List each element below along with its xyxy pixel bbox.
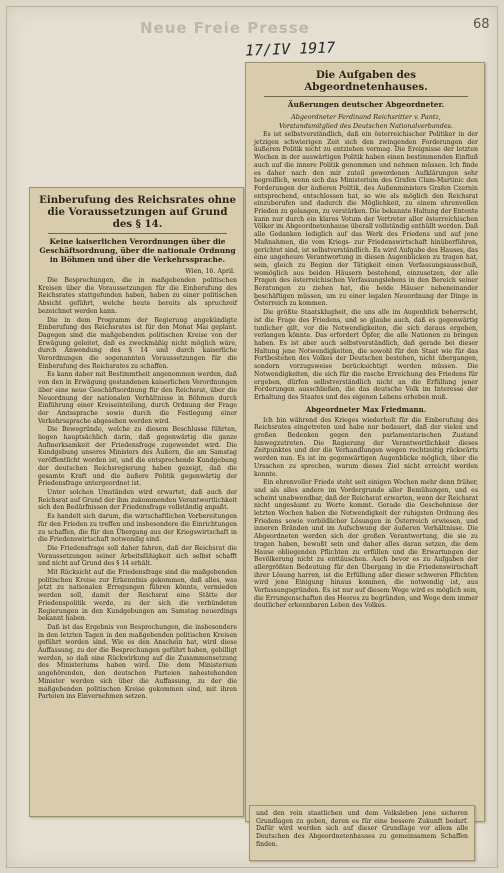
signature-heading: Abgeordneter Max Friedmann. (305, 404, 427, 414)
paragraph: Die Bewegründe, welche zu diesem Beschlusse führten, liegen hauptsächlich darin, daß gegenwärtig die ganze Aufmerksamkeit der Friedensfrage zugewendet wird. Die Kundgebung unseres Ministers des Äußern, die am Samstag veröffentlicht worden ist, und die entsprechende Kundgebung der deutschen Reichsregierung haben gezeigt, daß die gesamte Kraft und die äußere Politik gegenwärtig der Friedensfrage untergeordnet ist. (38, 426, 237, 488)
divider (264, 96, 468, 97)
article-body (254, 131, 478, 610)
paragraph: Ich bin während des Krieges wiederholt für die Einberufung des Reichsrates eingetreten und habe nur bedauert, daß der vielen und großen Bedenken gegen den parlamentarischen Zustand hinwegzutreten. Die Regierung der Verantwortlichkeit dieses Zeitpunktes und der die Verhandlungen wegen rechtzeitig rückwärts werden nun. Es ist im gegenwärtigen Augenblicke möglich, über die Ursachen zu sprechen, warum dieses Ziel nicht erreicht werden konnte. (254, 416, 478, 478)
paragraph: Ein ehrenvoller Friede steht seit einigen Wochen mehr denn früher, und als alles andere im Vordergrunde aller Bemühungen, und es scheint unabwendbar, daß der Reichsrat erwarten, wenn der Reichsrat nicht ungesäumt zu Worte kommt. Gerade die Geschehnisse der letzten Wochen haben die Notwendigkeit der ruhigsten Ordnung des Friedens sowie vorbildlicher Lösungen in Österreich erwiesen, und inneren Bränden und im Aufschwung der äußeren Verhältnisse. Die Abgeordneten werden sich der großen Verantwortung, die sie zu tragen haben, bewußt sein und daher alles daran setzen, die dem Hause obliegenden Pflichten zu erfüllen und die Erwartungen der Bevölkerung nicht zu enttäuschen. Auch bevor es zu Aufgaben der allergrößten Bedeutung für den Übergang in die Friedenswirtschaft ihrer Lösung harren, ist die Erfüllung aller dieser schweren Pflichten wird jene Einigung hinaus kommen, die notwendig ist, aus Verfassungsgründen. Es ist nur auf diesem Wege wird es möglich sein, die Errungenschaften des Heeres zu begründen, und Wege dem immer deutlicher erkennbaren Leben des Volkes. (254, 479, 478, 610)
page-number: 68 (473, 17, 490, 32)
paragraph: Es handelt sich darum, die wirtschaftlichen Vorbereitungen für den Frieden zu treffen und insbesondere die Einrichtungen zu schaffen, die für den Übergang aus der Kriegswirtschaft in die Friedenswirtschaft notwendig sind. (38, 513, 237, 544)
article-headline: Die Aufgaben des Abgeordnetenhauses. (304, 69, 428, 93)
paragraph: Die Friedensfrage soll daher fahren, daß der Reichsrat die Voraussetzungen seiner Arbeitsfähigkeit sich selbst schafft und nicht auf Grund des § 14 erhält. (38, 544, 237, 568)
paragraph: Die Besprechungen, die in maßgebenden politischen Kreisen über die Voraussetzungen für die Einberufung des Reichsrates stattgefunden haben, haben zu einer politischen Absicht geführt, welche heute bereits als spruchreif bezeichnet werden kann. (38, 277, 237, 315)
clipping-continuation (249, 805, 475, 861)
divider (48, 233, 227, 234)
paragraph: Es ist selbstverständlich, daß ein österreichischer Politiker in der jetzigen schwierigen Zeit sich den zwingenden Forderungen der äußeren Politik nicht zu entziehen vermag. Die Ereignisse der letzten Wochen in der auswärtigen Politik haben einen bestimmenden Einfluß auch auf die innere Politik genommen und nehmen müssen. Ich finde es daher nach den mir zuteil gewordenen Aufklärungen sehr begreiflich, wenn sich das Ministerium des Grafen Clam-Martinic den Forderungen der äußeren Politik, des Außenministers Grafen Czernin entsprechend, entschlossen hat, so wie als möglich den Reichsrat einzuberufen und dadurch die Möglichkeit, zu einem ehrenvollen Frieden zu gelangen, zu verstärken. Die bekannte Haltung der Entente kann nur durch ein klares Votum der Vertreter aller österreichischen Völker im Abgeordnetenhause überall vollständig enthüllt werden. Daß alle Gedanken lediglich auf das Werk des Friedens und auf jene Maßnahmen, die vom Kriegs- zur Friedenswirtschaft hinüberführen, gerichtet sind, ist selbstverständlich. Es wird Aufgabe des Hauses, das eine ungeheure Verantwortung in diesen Augenblicken zu tragen hat, sein, gleich zu Beginn der Tätigkeit einen Verfassungsausschuß, womöglich aus beiden Häusern bestehend, einzusetzen, der alle Fragen des österreichischen Verfassungslebens in den Bereich seiner Beratungen zu ziehen hat, die beide Häuser nebeneinander beschäftigen müssen, um zu einer legalen Neuordnung der Dinge in Österreich zu kommen. (254, 131, 479, 308)
article-headline: Einberufung des Reichsrates ohne die Voraussetzungen auf Grund des § 14. (39, 194, 236, 230)
masthead-stamp: Neue Freie Presse (140, 19, 310, 37)
article-subhead: Äußerungen deutscher Abgeordneter. (287, 100, 445, 109)
handwritten-date: 17/IV 1917 (244, 38, 336, 60)
paragraph: Mit Rücksicht auf die Friedensfrage sind die maßgebenden politischen Kreise zur Erkenntnis gekommen, daß alles, was jetzt zu nationalen Erregungen führen könnte, vermieden werden soll, damit der Reichsrat eine Stätte der Friedenspolitik werde, zu der sich die verbündeten Regierungen in den Kundgebungen am Samstag neuerdings bekannt haben. (38, 569, 237, 623)
paragraph: Unter solchen Umständen wird erwartet, daß auch der Reichsrat auf Grund der ihm zukommenden Verantwortlichkeit sich den Bedürfnissen der Friedensfrage vollständig anpaßt. (38, 488, 237, 512)
article-body (38, 277, 237, 701)
byline: Abgeordneter Ferdinand Reichsritter v. Pantz, (291, 113, 441, 121)
byline: Vorstandsmitglied des Deutschen Nationalverbandes. (279, 122, 453, 130)
article-subhead: Keine kaiserlichen Verordnungen über die Geschäftsordnung, über die nationale Ordnung in Böhmen und über die Verkehrssprache. (39, 237, 236, 264)
clipping-reichsrat (29, 187, 244, 817)
clipping-abgeordnetenhaus (245, 62, 485, 822)
dateline: Wien, 16. April. (185, 268, 235, 275)
paragraph: Die größte Staatsklugheit, die uns alle im Augenblick beherrscht, ist die Frage des Friedens, und so glaube auch, daß es gegenwärtig tunlicher gilt, vor die Notwendigkeiten, die sich daraus ergeben, verlangen könnte. Das erfordert Opfer, die alle Nationen zu bringen haben. Es ist aber auch selbstverständlich, daß gerade bei dieser Haltung jene Notwendigkeiten, die sowohl für den Staat wie für das Fortbestehen des Volkes der Deutschen bestehen, nicht übergangen, sondern vorzugsweise berücksichtigt werden müssen. Die Notwendigkeiten, die sich für die rasche Erreichung des Friedens für ergeben, dürfen selbstverständlich nicht an die Erfüllung jener Forderungen ausschließen, die das deutsche Volk im Interesse der Erhaltung des Staates und des eigenen Lebens erheben muß. (254, 309, 478, 401)
paragraph: Es kann daher mit Bestimmtheit angenommen werden, daß von den in Erwägung gestandenen kaiserlichen Verordnungen über eine neue Geschäftsordnung für den Reichsrat, über die Neuordnung der nationalen Verhältnisse in Böhmen durch Einführung einer Kreiseinteilung, durch Ordnung der Frage der Amtssprache sowie durch die Festlegung einer Verkehrssprache abgesehen werden wird. (38, 371, 237, 425)
archive-sheet (6, 6, 498, 868)
paragraph: Daß ist das Ergebnis von Besprechungen, die insbesondere in den letzten Tagen in den maßgebenden politischen Kreisen geführt worden sind. Wie es den Anschein hat, wird diese Auffassung, zu der die Besprechungen geführt haben, gebilligt werden, so daß eine Rückwirkung auf die Zusammensetzung des Ministeriums haben wird. Die dem Ministerium angehörenden, den deutschen Parteien nahestehenden Minister werden sich über die Auffassung, zu der die maßgebenden politischen Kreise gekommen sind, mit ihren Parteien ins Einvernehmen setzen. (38, 623, 237, 701)
paragraph: und den rein staatlichen und dem Volksleben jene sicheren Grundlagen zu geben, deren es für eine bessere Zukunft bedarf. Dafür wird werden sich auf dieser Grundlage vor allem alle Deutschen des Abgeordnetenhauses zu gemeinsamem Schaffen finden. (256, 810, 468, 848)
paragraph: Die in dem Programm der Regierung angekündigte Einberufung des Reichsrates ist für den Monat Mai geplant. Dagegen sind die maßgebenden politischen Kreise von der Erwägung geleitet, daß es zweckmäßig nicht möglich wäre, durch Anwendung des § 14 und durch kaiserliche Verordnungen die sogenannten Voraussetzungen für die Einberufung des Reichsrates zu schaffen. (38, 316, 237, 370)
